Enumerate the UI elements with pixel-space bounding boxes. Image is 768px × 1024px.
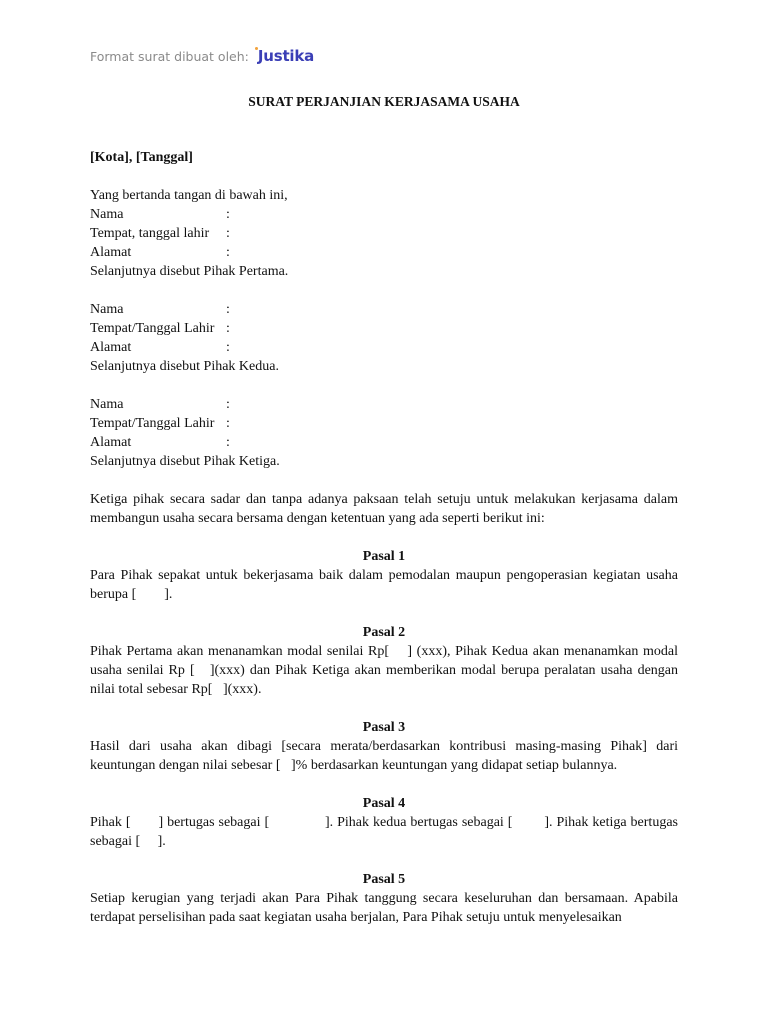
party1-birth-field [90,224,678,243]
party2-address-field [90,338,678,357]
party2-designation: Selanjutnya disebut Pihak Kedua. [90,359,279,374]
pasal-3-text: Hasil dari usaha akan dibagi [secara merata/berdasarkan kontribusi masing-masing Pihak] dari keuntungan dengan nilai sebesar [ ]% berdasarkan keuntungan yang didapat setiap bulannya. [90,739,678,773]
party1-name-field [90,205,678,224]
brand-prefix: Format surat dibuat oleh: [90,48,249,64]
party3-name-field [90,395,678,414]
field-colon: : [226,340,230,355]
field-colon: : [226,226,230,241]
field-colon: : [226,245,230,260]
field-colon: : [226,321,230,336]
justika-logo [255,47,314,65]
field-colon: : [226,207,230,222]
field-label: Nama [90,302,124,317]
party3-designation: Selanjutnya disebut Pihak Ketiga. [90,454,280,469]
field-label: Alamat [90,245,132,260]
pasal-5-text: Setiap kerugian yang terjadi akan Para Pihak tanggung secara keseluruhan dan bersamaan. Apabila terdapat perselisihan pada saat kegiatan usaha berjalan, Para Pihak setuju untuk menyelesaikan [90,891,678,925]
logo-dot-icon [255,47,258,50]
pasal-1-title: Pasal 1 [362,549,406,564]
party3-birth-field [90,414,678,433]
party2-name-field [90,300,678,319]
party1-designation: Selanjutnya disebut Pihak Pertama. [90,264,289,279]
field-label: Alamat [90,435,132,450]
document-body [90,92,678,927]
field-colon: : [226,416,230,431]
field-label: Nama [90,207,124,222]
pasal-2-text: Pihak Pertama akan menanamkan modal senilai Rp[ ] (xxx), Pihak Kedua akan menanamkan modal usaha senilai Rp [ ](xxx) dan Pihak Ketiga akan memberikan modal berupa peralatan usaha dengan nilai total sebesar Rp[ ](xxx). [90,644,678,697]
field-label: Tempat, tanggal lahir [90,226,210,241]
pasal-1-text: Para Pihak sepakat untuk bekerjasama baik dalam pemodalan maupun pengoperasian kegiatan usaha berupa [ ]. [90,568,678,602]
pasal-4-title: Pasal 4 [362,796,406,811]
field-colon: : [226,302,230,317]
party1-address-field [90,243,678,262]
place-date: [Kota], [Tanggal] [90,150,193,165]
field-label: Tempat/Tanggal Lahir [90,321,215,336]
pasal-3-title: Pasal 3 [362,720,406,735]
document-title: SURAT PERJANJIAN KERJASAMA USAHA [248,94,520,109]
pasal-2-title: Pasal 2 [362,625,406,640]
field-label: Alamat [90,340,132,355]
logo-text: Justika [257,47,315,65]
field-colon: : [226,397,230,412]
brand-header [90,46,314,66]
field-label: Nama [90,397,124,412]
pasal-4-text: Pihak [ ] bertugas sebagai [ ]. Pihak kedua bertugas sebagai [ ]. Pihak ketiga bertugas sebagai [ ]. [90,815,678,849]
pasal-5-title: Pasal 5 [362,872,406,887]
party2-birth-field [90,319,678,338]
party3-address-field [90,433,678,452]
agreement-paragraph: Ketiga pihak secara sadar dan tanpa adanya paksaan telah setuju untuk melakukan kerjasama dalam membangun usaha secara bersama dengan ketentuan yang ada seperti berikut ini: [90,492,678,526]
field-label: Tempat/Tanggal Lahir [90,416,215,431]
intro-text: Yang bertanda tangan di bawah ini, [90,188,288,203]
field-colon: : [226,435,230,450]
